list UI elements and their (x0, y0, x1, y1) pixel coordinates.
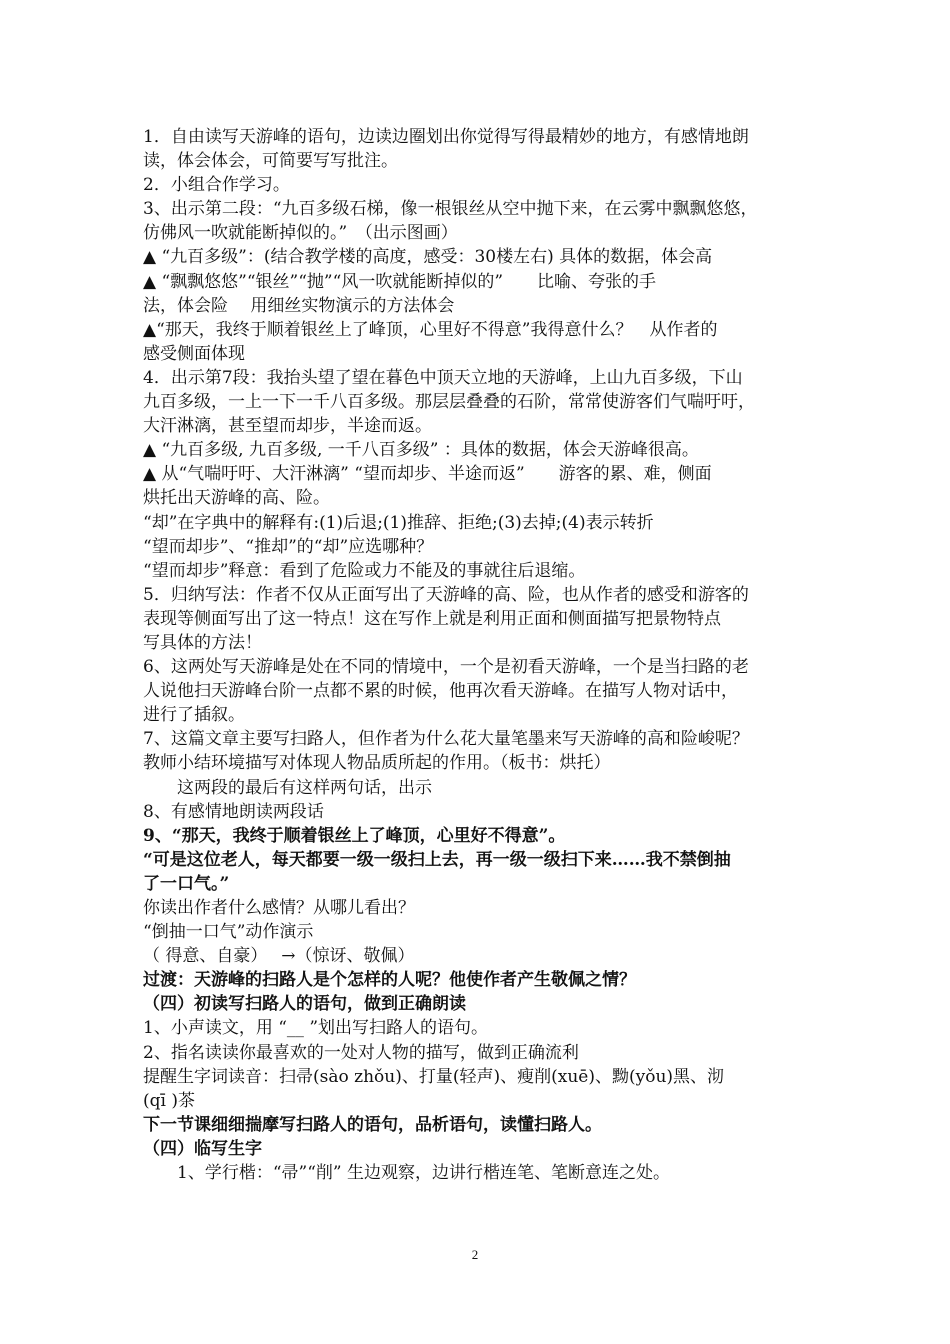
text-line: 表现等侧面写出了这一特点！这在写作上就是利用正面和侧面描写把景物特点 (143, 608, 721, 629)
text-line: “倒抽一口气”动作演示 (143, 922, 314, 943)
text-line: 九百多级，一上一下一千八百多级。那层层叠叠的石阶，常常使游客们气喘吁吁， (143, 392, 755, 413)
text-line: ▲ “九百多级”：(结合教学楼的高度，感受：30楼左右) 具体的数据，体会高 (143, 247, 713, 268)
text-line: 法，体会险 用细丝实物演示的方法体会 (143, 295, 455, 316)
text-line: “可是这位老人，每天都要一级一级扫上去，再一级一级扫下来……我不禁倒抽 (143, 849, 731, 870)
text-line: 写具体的方法！ (143, 632, 262, 653)
text-line: （四）初读写扫路人的语句，做到正确朗读 (143, 994, 466, 1015)
text-line: ▲ 从“气喘吁吁、大汗淋漓” “望而却步、半途而返” 游客的累、难，侧面 (143, 464, 712, 485)
text-line: 6、这两处写天游峰是处在不同的情境中，一个是初看天游峰，一个是当扫路的老 (143, 657, 749, 678)
text-line: 了一口气。” (143, 873, 230, 894)
text-line: 这两段的最后有这样两句话，出示 (143, 777, 432, 798)
text-line: 1、学行楷：“帚”“削” 生边观察，边讲行楷连笔、笔断意连之处。 (143, 1163, 670, 1184)
text-line: 感受侧面体现 (143, 343, 245, 364)
text-line: 读，体会体会，可简要写写批注。 (143, 151, 398, 172)
text-line: 仿佛风一吹就能断掉似的。” （出示图画） (143, 223, 458, 244)
text-line: ▲“那天，我终于顺着银丝上了峰顶，心里好不得意”我得意什么？ 从作者的 (143, 319, 718, 340)
text-line: （ 得意、自豪） →（惊讶、敬佩） (143, 946, 415, 967)
text-line: 2．小组合作学习。 (143, 175, 290, 196)
text-line: （四）临写生字 (143, 1138, 262, 1159)
text-line: 7、这篇文章主要写扫路人，但作者为什么花大量笔墨来写天游峰的高和险峻呢？ (143, 729, 749, 750)
text-line: “望而却步”释意：看到了危险或力不能及的事就往后退缩。 (143, 560, 586, 581)
text-line: 人说他扫天游峰台阶一点都不累的时候，他再次看天游峰。在描写人物对话中， (143, 681, 738, 702)
text-line: (qī )茶 (143, 1090, 195, 1111)
text-line: 5．归纳写法：作者不仅从正面写出了天游峰的高、险，也从作者的感受和游客的 (143, 584, 749, 605)
page-number: 2 (471, 1247, 479, 1262)
text-line: 9、“那天，我终于顺着银丝上了峰顶，心里好不得意”。 (143, 825, 566, 846)
text-line: ▲ “飘飘悠悠”“银丝”“抛”“风一吹就能断掉似的” 比喻、夸张的手 (143, 271, 657, 292)
text-line: 4．出示第7段：我抬头望了望在暮色中顶天立地的天游峰，上山九百多级，下山 (143, 367, 743, 388)
text-line: 大汗淋漓，甚至望而却步，半途而返。 (143, 416, 432, 437)
text-line: 1．自由读写天游峰的语句，边读边圈划出你觉得写得最精妙的地方，有感情地朗 (143, 127, 749, 147)
document-body (143, 125, 823, 1185)
text-line: 烘托出天游峰的高、险。 (143, 488, 330, 509)
text-line: ▲ “九百多级, 九百多级, 一千八百多级” ：具体的数据，体会天游峰很高。 (143, 440, 699, 461)
text-line: “却”在字典中的解释有:(1)后退;(1)推辞、拒绝;(3)去掉;(4)表示转折 (143, 512, 654, 533)
text-line: “望而却步”、“推却”的“却”应选哪种？ (143, 536, 434, 557)
text-line: 进行了插叙。 (143, 705, 245, 726)
text-line: 提醒生字词读音：扫帚(sào zhǒu)、打量(轻声)、瘦削(xuē)、黝(yǒu)黑、沏 (143, 1066, 725, 1087)
text-line: 1、小声读文，用 “__ ”划出写扫路人的语句。 (143, 1018, 489, 1039)
text-line: 你读出作者什么感情？从哪儿看出？ (143, 898, 415, 918)
text-line: 下一节课细细揣摩写扫路人的语句，品析语句，读懂扫路人。 (143, 1114, 602, 1135)
text-line: 过渡：天游峰的扫路人是个怎样的人呢？他使作者产生敬佩之情？ (143, 970, 636, 991)
text-line: 3、出示第二段：“九百多级石梯，像一根银丝从空中抛下来，在云雾中飘飘悠悠， (143, 199, 758, 220)
text-line: 教师小结环境描写对体现人物品质所起的作用。（板书：烘托） (143, 753, 611, 774)
text-line: 2、指名读读你最喜欢的一处对人物的描写，做到正确流利 (143, 1042, 579, 1063)
text-line: 8、有感情地朗读两段话 (143, 801, 324, 822)
